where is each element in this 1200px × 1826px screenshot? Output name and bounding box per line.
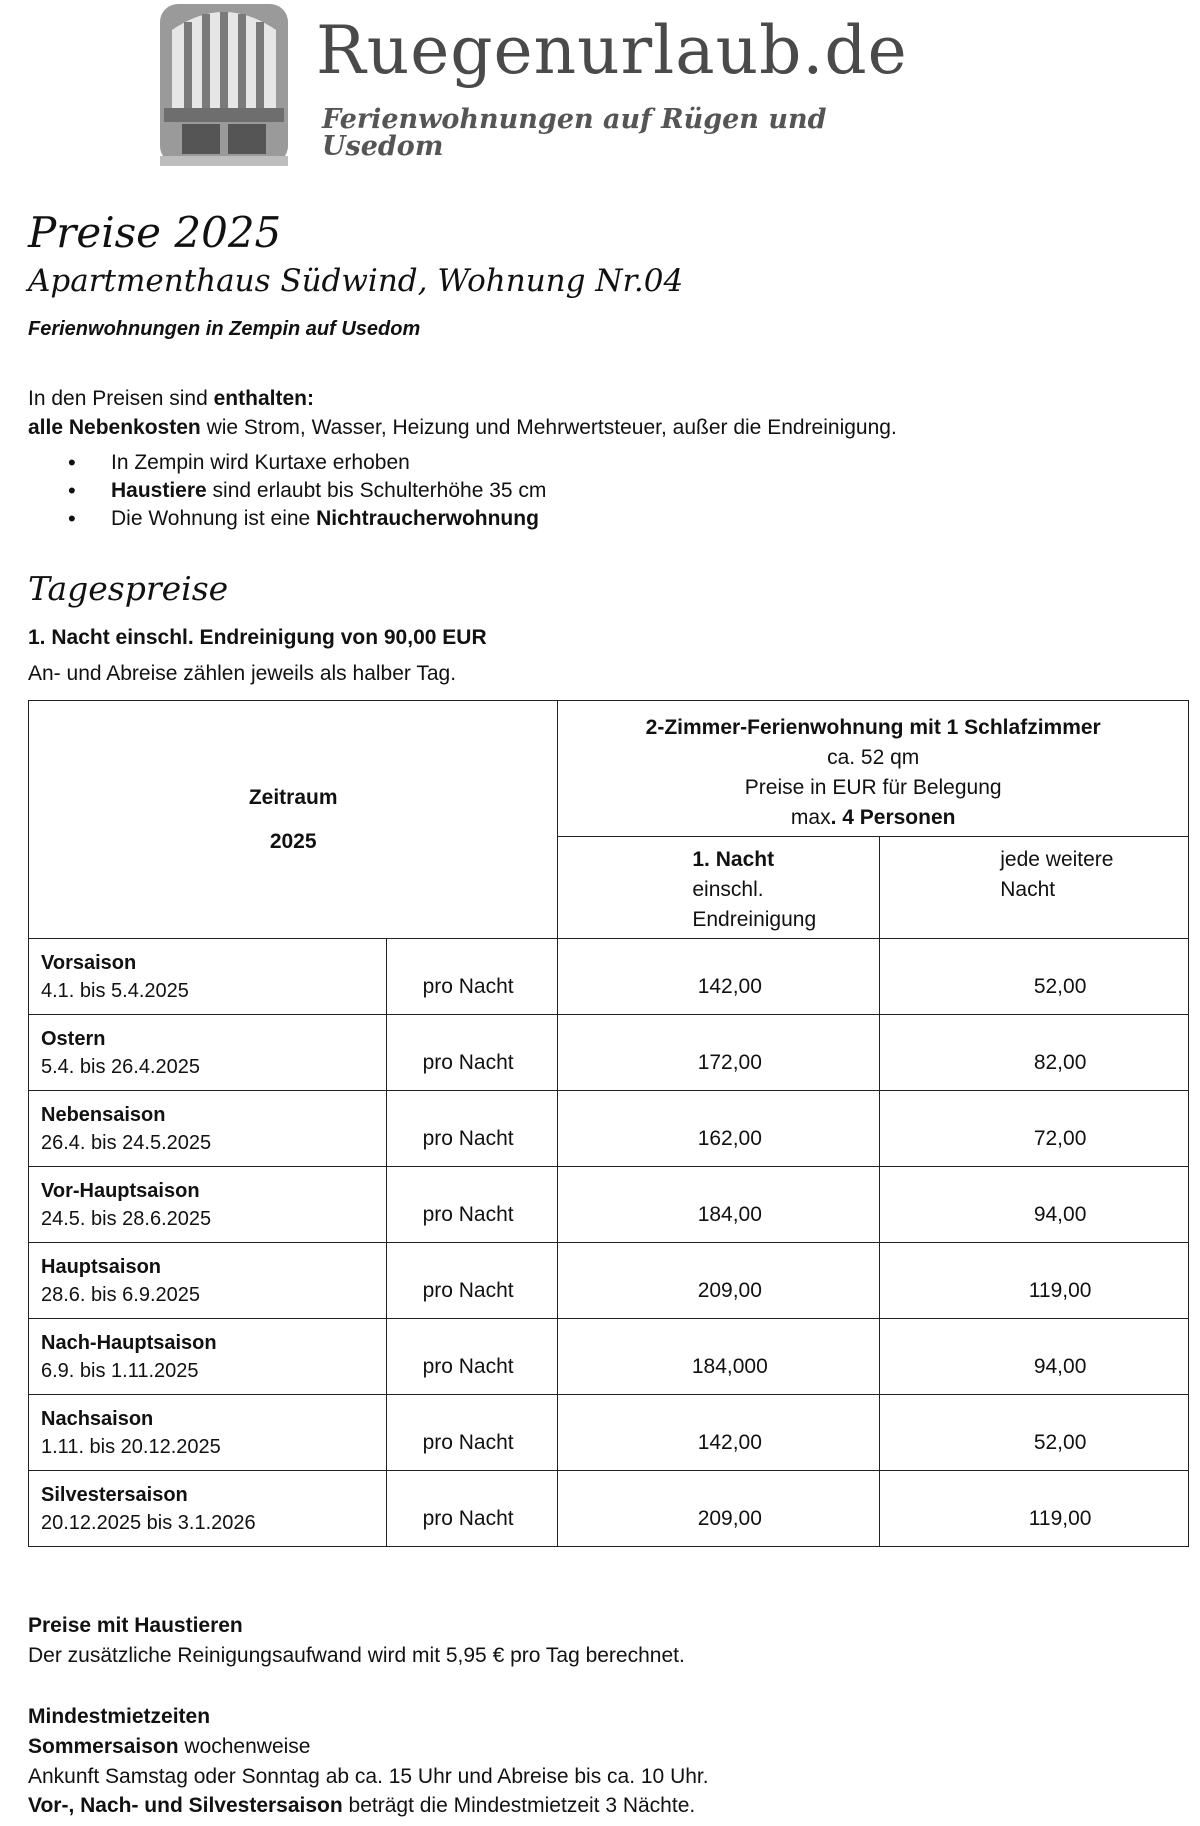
included-intro [28,385,314,412]
arrival-note: An- und Abreise zählen jeweils als halber Tag. [28,662,457,685]
first-night-price: 184,00 [558,1167,880,1243]
other-bold: Vor-, Nach- und Silvestersaison [28,1794,343,1817]
section-title-tagespreise: Tagespreise [28,569,229,608]
next-night-price: 72,00 [880,1091,1189,1167]
season-dates: 24.5. bis 28.6.2025 [41,1208,212,1230]
season-cell [29,1243,387,1319]
bullet-bold: Haustiere [111,479,207,502]
season-dates: 5.4. bis 26.4.2025 [41,1056,201,1078]
year-label: 2025 [269,829,317,853]
persons-prefix: max [790,806,831,829]
season-name: Hauptsaison [41,1256,162,1278]
brand-tagline: Ferienwohnungen auf Rügen und Usedom [322,104,827,162]
season-cell [29,1471,387,1547]
bullet-item [28,505,546,533]
unit-cell: pro Nacht [386,1091,558,1167]
next-night-price: 52,00 [880,939,1189,1015]
minimum-arrival: Ankunft Samstag oder Sonntag ab ca. 15 Uhr und Abreise bis ca. 10 Uhr. [28,1765,709,1788]
table-row [29,1091,1189,1167]
season-cell [29,1319,387,1395]
bullet-item [28,449,546,477]
page-title: Preise 2025 [28,208,282,257]
season-name: Ostern [41,1028,106,1050]
other-text: beträgt die Mindestmietzeit 3 Nächte. [342,1794,696,1817]
zeitraum-label: Zeitraum [248,785,338,809]
season-name: Nebensaison [41,1104,166,1126]
first-night-price: 162,00 [558,1091,880,1167]
first-night-price: 209,00 [558,1471,880,1547]
table-row [29,1395,1189,1471]
unit-cell: pro Nacht [386,1471,558,1547]
included-costs-line [28,414,897,441]
unit-cell: pro Nacht [386,939,558,1015]
included-intro-bold: enthalten: [213,387,314,410]
pets-title: Preise mit Haustieren [28,1614,243,1637]
next-night-label: jede weitere [1000,848,1114,871]
bullet-bold: Nichtraucherwohnung [316,507,539,530]
included-costs-bold: alle Nebenkosten [28,416,201,439]
pets-text: Der zusätzliche Reinigungsaufwand wird mit 5,95 € pro Tag berechnet. [28,1644,685,1667]
next-night-label: Nacht [1000,878,1056,901]
next-night-price: 94,00 [880,1319,1189,1395]
bullet-item [28,477,546,505]
unit-cell: pro Nacht [386,1395,558,1471]
included-costs-text: wie Strom, Wasser, Heizung und Mehrwertsteuer, außer die Endreinigung. [200,416,897,439]
season-dates: 1.11. bis 20.12.2025 [41,1436,221,1458]
season-cell [29,1395,387,1471]
summer-bold: Sommersaison [28,1735,179,1758]
first-night-price: 142,00 [558,939,880,1015]
season-dates: 26.4. bis 24.5.2025 [41,1132,212,1154]
season-cell [29,1015,387,1091]
next-night-price: 94,00 [880,1167,1189,1243]
table-row [29,1471,1189,1547]
region-line: Ferienwohnungen in Zempin auf Usedom [28,318,421,340]
apartment-type: 2-Zimmer-Ferienwohnung mit 1 Schlafzimmer [645,716,1101,739]
table-row [29,939,1189,1015]
header-next-night [880,837,1189,939]
beach-chair-icon [154,0,294,168]
logo [150,0,950,172]
minimum-other [28,1792,695,1819]
unit-cell: pro Nacht [386,1015,558,1091]
header-apartment [558,701,1189,837]
cleaning-note: 1. Nacht einschl. Endreinigung von 90,00 EUR [28,626,487,649]
bullet-text: sind erlaubt bis Schulterhöhe 35 cm [206,479,547,502]
minimum-summer [28,1733,310,1760]
table-row [29,1243,1189,1319]
first-night-price: 209,00 [558,1243,880,1319]
unit-cell: pro Nacht [386,1243,558,1319]
minimum-title: Mindestmietzeiten [28,1705,211,1728]
page-subtitle: Apartmenthaus Südwind, Wohnung Nr.04 [28,263,684,299]
season-cell [29,1167,387,1243]
first-night-label: einschl. [692,878,764,901]
season-dates: 6.9. bis 1.11.2025 [41,1360,199,1382]
header-first-night [558,837,880,939]
next-night-price: 52,00 [880,1395,1189,1471]
table-row [29,1319,1189,1395]
season-name: Vor-Hauptsaison [41,1180,200,1202]
first-night-label: Endreinigung [692,908,817,931]
table-row [29,1167,1189,1243]
season-name: Silvestersaison [41,1484,188,1506]
unit-cell: pro Nacht [386,1167,558,1243]
first-night-label: 1. Nacht [692,848,775,871]
first-night-price: 172,00 [558,1015,880,1091]
table-row [29,1015,1189,1091]
season-name: Nachsaison [41,1408,154,1430]
season-cell [29,939,387,1015]
included-bullet-list [28,449,546,533]
season-dates: 28.6. bis 6.9.2025 [41,1284,201,1306]
first-night-price: 184,000 [558,1319,880,1395]
persons-bold: . 4 Personen [830,806,956,829]
unit-cell: pro Nacht [386,1319,558,1395]
season-cell [29,1091,387,1167]
apartment-persons [558,803,1188,833]
header-zeitraum [29,701,558,939]
included-intro-text: In den Preisen sind [28,387,214,410]
next-night-price: 119,00 [880,1471,1189,1547]
season-name: Vorsaison [41,952,137,974]
brand-name: Ruegenurlaub.de [316,12,908,89]
first-night-price: 142,00 [558,1395,880,1471]
apartment-size: ca. 52 qm [827,746,920,769]
next-night-price: 119,00 [880,1243,1189,1319]
bullet-text: In Zempin wird Kurtaxe erhoben [111,451,410,474]
season-dates: 4.1. bis 5.4.2025 [41,980,189,1002]
season-dates: 20.12.2025 bis 3.1.2026 [41,1512,256,1534]
season-name: Nach-Hauptsaison [41,1332,217,1354]
price-table [28,700,1189,1547]
apartment-price-note: Preise in EUR für Belegung [744,776,1002,799]
bullet-text: Die Wohnung ist eine [111,507,317,530]
next-night-price: 82,00 [880,1015,1189,1091]
summer-text: wochenweise [178,1735,311,1758]
